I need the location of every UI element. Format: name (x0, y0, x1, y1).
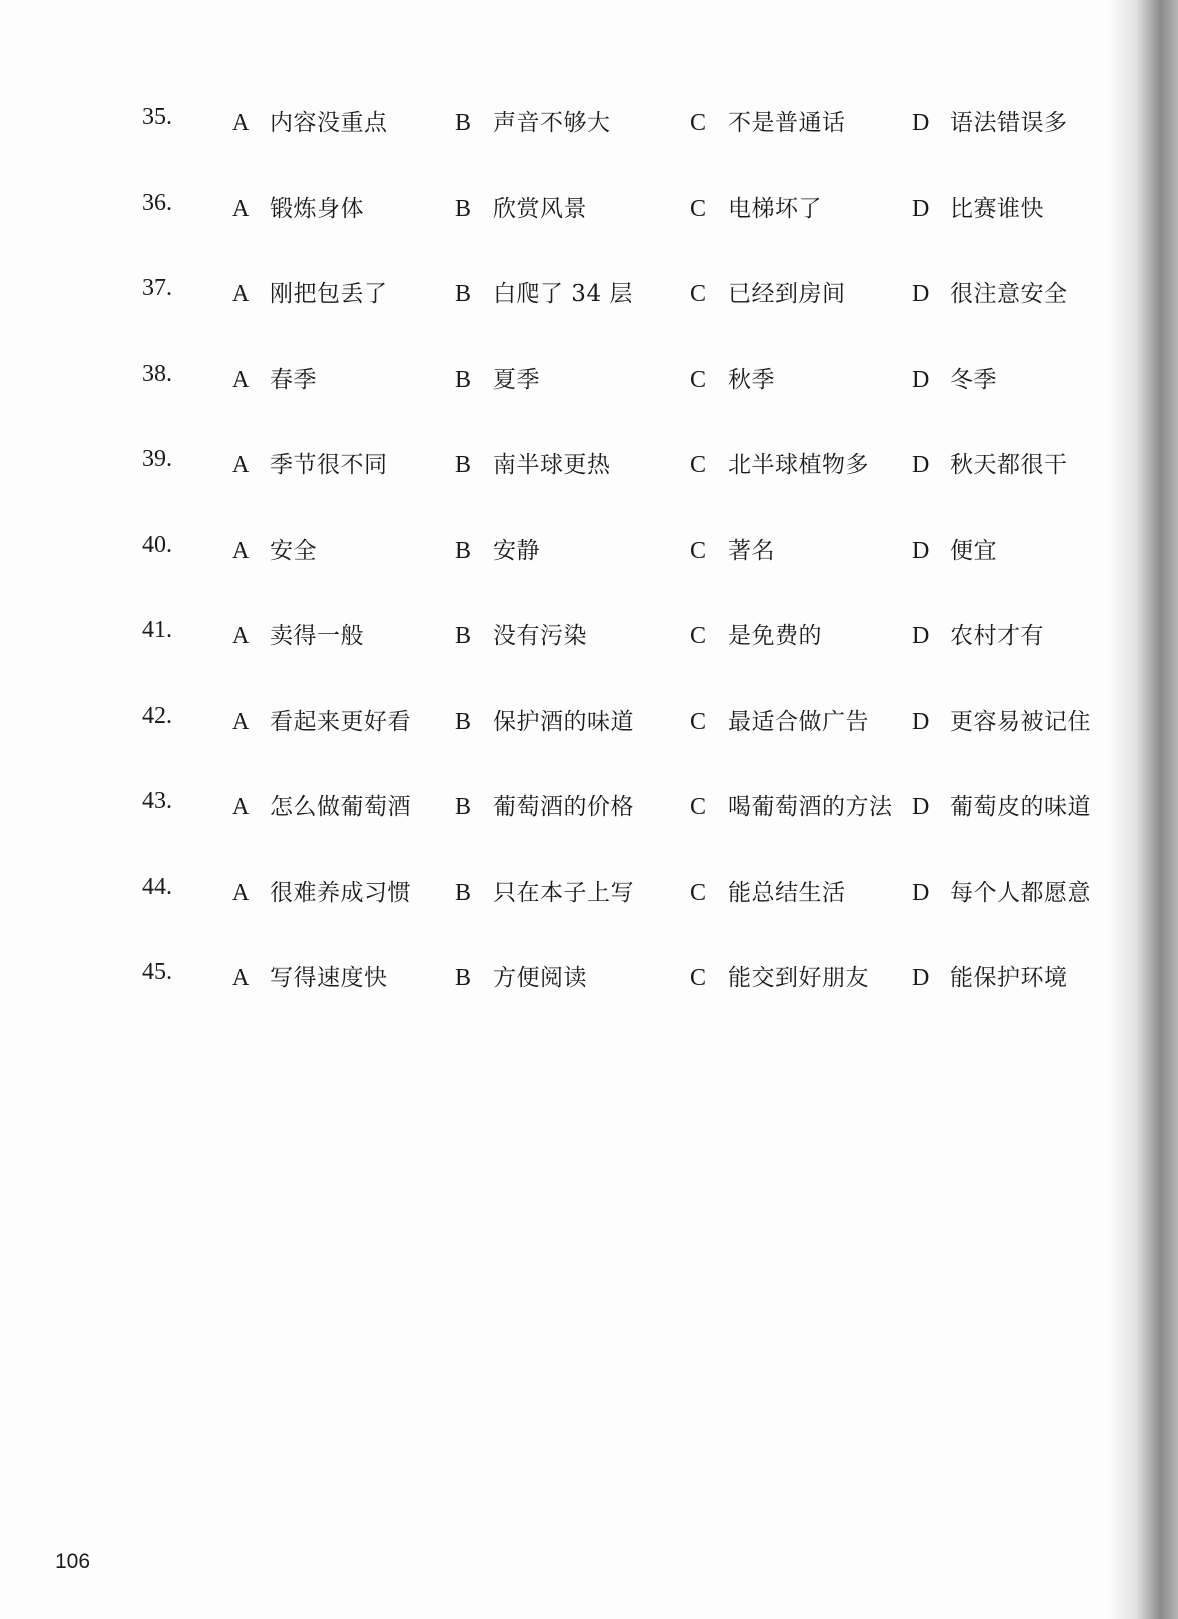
option-letter: D (912, 452, 930, 478)
option-text: 安全 (270, 537, 317, 564)
option-a (232, 703, 411, 736)
option-text: 季节很不同 (270, 452, 388, 478)
option-text: 怎么做葡萄酒 (270, 794, 411, 820)
option-b (455, 959, 587, 992)
option-a (232, 104, 388, 137)
question-row (0, 96, 1110, 182)
option-b (455, 617, 587, 650)
option-text: 秋季 (728, 366, 775, 393)
option-text: 更容易被记住 (950, 708, 1091, 735)
option-b (455, 788, 634, 821)
option-text: 很注意安全 (950, 281, 1068, 307)
option-text: 比赛谁快 (950, 195, 1044, 222)
option-text: 便宜 (950, 537, 997, 564)
option-text: 秋天都很干 (950, 452, 1068, 478)
option-letter: C (690, 708, 707, 735)
option-text: 语法错误多 (950, 110, 1068, 136)
option-text: 保护酒的味道 (493, 708, 634, 735)
option-letter: C (690, 794, 707, 820)
question-row (0, 780, 1110, 866)
option-text: 内容没重点 (270, 110, 388, 136)
question-row (0, 866, 1110, 952)
option-a (232, 874, 411, 907)
book-spine-shadow (1108, 0, 1178, 1619)
question-number: 45. (142, 959, 172, 985)
option-letter: D (912, 537, 930, 564)
option-c (690, 617, 822, 650)
option-letter: C (690, 281, 707, 307)
option-d (912, 532, 997, 565)
option-c (690, 104, 846, 137)
option-letter: C (690, 537, 707, 564)
option-letter: B (455, 452, 472, 478)
option-a (232, 959, 388, 992)
question-number: 37. (142, 275, 172, 301)
option-text: 南半球更热 (493, 452, 611, 478)
option-c (690, 361, 775, 394)
option-d (912, 361, 997, 394)
option-d (912, 446, 1068, 479)
option-b (455, 874, 634, 907)
option-letter: C (690, 879, 707, 906)
option-letter: A (232, 452, 250, 478)
option-d (912, 788, 1091, 821)
option-letter: A (232, 708, 250, 735)
question-number: 42. (142, 702, 172, 729)
option-text: 是免费的 (728, 623, 822, 649)
option-a (232, 788, 411, 821)
option-letter: C (690, 366, 707, 393)
option-text: 北半球植物多 (728, 452, 869, 478)
option-letter: B (455, 366, 472, 393)
option-letter: D (912, 708, 930, 735)
option-c (690, 703, 869, 736)
option-letter: D (912, 195, 930, 222)
option-letter: A (232, 794, 250, 820)
question-number: 35. (142, 104, 172, 130)
question-number: 41. (142, 617, 172, 643)
question-list (0, 96, 1110, 1037)
option-text: 能交到好朋友 (728, 965, 869, 991)
question-number: 39. (142, 446, 172, 472)
option-text: 著名 (728, 537, 775, 564)
question-row (0, 951, 1110, 1037)
option-a (232, 446, 388, 479)
option-letter: C (690, 110, 707, 136)
option-c (690, 446, 869, 479)
question-number: 43. (142, 788, 172, 814)
option-d (912, 104, 1068, 137)
option-letter: D (912, 965, 930, 991)
option-c (690, 190, 822, 223)
option-text: 最适合做广告 (728, 708, 869, 735)
option-text: 电梯坏了 (728, 195, 822, 222)
question-number: 36. (142, 189, 172, 216)
question-row (0, 353, 1110, 439)
option-b (455, 446, 611, 479)
option-letter: A (232, 623, 250, 649)
option-letter: C (690, 623, 707, 649)
option-text: 葡萄皮的味道 (950, 794, 1091, 820)
option-b (455, 104, 611, 137)
option-c (690, 959, 869, 992)
option-letter: D (912, 281, 930, 307)
option-text: 冬季 (950, 366, 997, 393)
option-text: 安静 (493, 537, 540, 564)
option-text: 能保护环境 (950, 965, 1068, 991)
option-text: 白爬了 34 层 (493, 281, 633, 307)
option-letter: A (232, 879, 250, 906)
option-text: 声音不够大 (493, 110, 611, 136)
option-a (232, 275, 388, 308)
option-letter: A (232, 195, 250, 222)
question-row (0, 438, 1110, 524)
option-a (232, 617, 364, 650)
option-d (912, 874, 1091, 907)
page-number: 106 (55, 1550, 91, 1573)
option-text: 卖得一般 (270, 623, 364, 649)
option-letter: D (912, 623, 930, 649)
option-letter: B (455, 623, 472, 649)
option-letter: D (912, 794, 930, 820)
option-a (232, 361, 317, 394)
option-letter: A (232, 537, 250, 564)
option-letter: B (455, 281, 472, 307)
question-row (0, 695, 1110, 781)
option-c (690, 874, 846, 907)
option-text: 看起来更好看 (270, 708, 411, 735)
option-letter: B (455, 794, 472, 820)
option-letter: C (690, 195, 707, 222)
option-d (912, 959, 1068, 992)
option-text: 没有污染 (493, 623, 587, 649)
option-a (232, 532, 317, 565)
question-row (0, 524, 1110, 610)
option-letter: D (912, 366, 930, 393)
option-letter: A (232, 366, 250, 393)
option-letter: A (232, 281, 250, 307)
option-text: 夏季 (493, 366, 540, 393)
option-b (455, 532, 540, 565)
question-number: 40. (142, 531, 172, 558)
question-row (0, 267, 1110, 353)
option-text: 每个人都愿意 (950, 879, 1091, 906)
option-letter: B (455, 965, 472, 991)
option-text: 欣赏风景 (493, 195, 587, 222)
option-letter: B (455, 708, 472, 735)
option-text: 方便阅读 (493, 965, 587, 991)
option-letter: B (455, 537, 472, 564)
option-b (455, 703, 634, 736)
option-text: 已经到房间 (728, 281, 846, 307)
option-letter: D (912, 879, 930, 906)
option-letter: D (912, 110, 930, 136)
question-row (0, 609, 1110, 695)
option-text: 只在本子上写 (493, 879, 634, 906)
option-letter: B (455, 110, 472, 136)
option-letter: B (455, 879, 472, 906)
question-number: 38. (142, 360, 172, 387)
option-c (690, 788, 893, 821)
option-letter: B (455, 195, 472, 222)
question-row (0, 182, 1110, 268)
option-c (690, 532, 775, 565)
option-c (690, 275, 846, 308)
option-letter: C (690, 965, 707, 991)
question-number: 44. (142, 873, 172, 900)
option-text: 能总结生活 (728, 879, 846, 906)
option-text: 写得速度快 (270, 965, 388, 991)
option-text: 很难养成习惯 (270, 879, 411, 906)
option-text: 农村才有 (950, 623, 1044, 649)
option-letter: A (232, 110, 250, 136)
option-text: 葡萄酒的价格 (493, 794, 634, 820)
option-d (912, 275, 1068, 308)
option-d (912, 617, 1044, 650)
option-a (232, 190, 364, 223)
option-text: 锻炼身体 (270, 195, 364, 222)
option-letter: C (690, 452, 707, 478)
option-letter: A (232, 965, 250, 991)
option-text: 春季 (270, 366, 317, 393)
option-text: 不是普通话 (728, 110, 846, 136)
option-text: 刚把包丢了 (270, 281, 388, 307)
option-d (912, 703, 1091, 736)
option-b (455, 190, 587, 223)
option-d (912, 190, 1044, 223)
option-text: 喝葡萄酒的方法 (728, 794, 893, 820)
option-b (455, 361, 540, 394)
option-b (455, 275, 633, 308)
